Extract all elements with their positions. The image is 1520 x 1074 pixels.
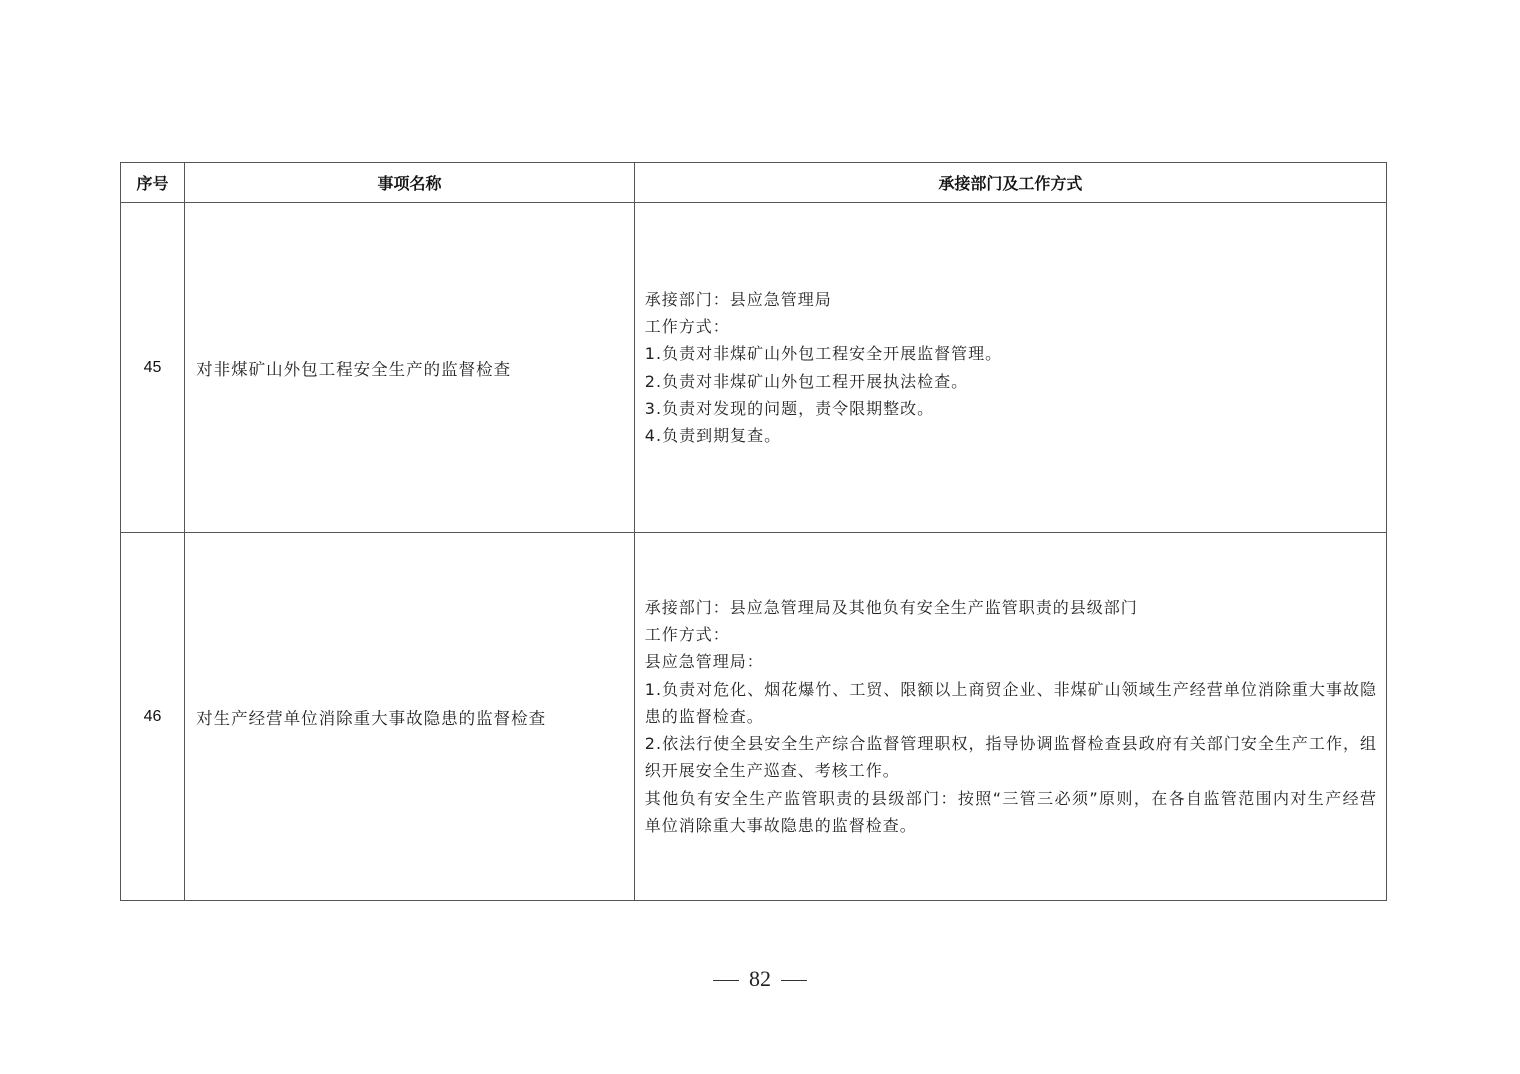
dept-method-label: 工作方式：: [644, 316, 730, 336]
dept-duty-1: 1.负责对非煤矿山外包工程安全开展监督管理。: [644, 344, 1003, 364]
header-serial-number: 序号: [121, 163, 185, 203]
footer-dash-right: [781, 980, 807, 981]
row-serial-number: 46: [121, 533, 185, 901]
dept-duty-3: 3.负责对发现的问题，责令限期整改。: [644, 398, 935, 418]
dept-other-departments: 其他负有安全生产监管职责的县级部门：按照“三管三必须”原则，在各自监管范围内对生产经营单位消除重大事故隐患的监督检查。: [644, 788, 1377, 836]
dept-emergency-bureau-label: 县应急管理局：: [644, 652, 764, 672]
dept-duty-4: 4.负责到期复查。: [644, 426, 782, 446]
dept-duty-2: 2.负责对非煤矿山外包工程开展执法检查。: [644, 371, 969, 391]
table-header-row: [121, 163, 1387, 203]
dept-method-label: 工作方式：: [644, 624, 730, 644]
table-row: [121, 203, 1387, 533]
row-department-and-method: [634, 203, 1386, 533]
items-table: [120, 162, 1387, 901]
dept-duty-1: 1.负责对危化、烟花爆竹、工贸、限额以上商贸企业、非煤矿山领域生产经营单位消除重大事故隐患的监督检查。: [644, 679, 1377, 726]
page-number: 82: [749, 966, 771, 991]
footer-dash-left: [713, 980, 739, 981]
dept-duty-2: 2.依法行使全县安全生产综合监督管理职权，指导协调监督检查县政府有关部门安全生产工作，组织开展安全生产巡查、考核工作。: [644, 734, 1377, 781]
row-serial-number: 45: [121, 203, 185, 533]
row-department-and-method: [634, 533, 1386, 901]
dept-undertaking-department: 承接部门：县应急管理局及其他负有安全生产监管职责的县级部门: [644, 597, 1138, 617]
table-row: [121, 533, 1387, 901]
page-footer: [0, 966, 1520, 992]
row-item-name: 对生产经营单位消除重大事故隐患的监督检查: [185, 533, 635, 901]
dept-undertaking-department: 承接部门：县应急管理局: [644, 289, 832, 309]
header-department-and-method: 承接部门及工作方式: [634, 163, 1386, 203]
header-item-name: 事项名称: [185, 163, 635, 203]
row-item-name: 对非煤矿山外包工程安全生产的监督检查: [185, 203, 635, 533]
